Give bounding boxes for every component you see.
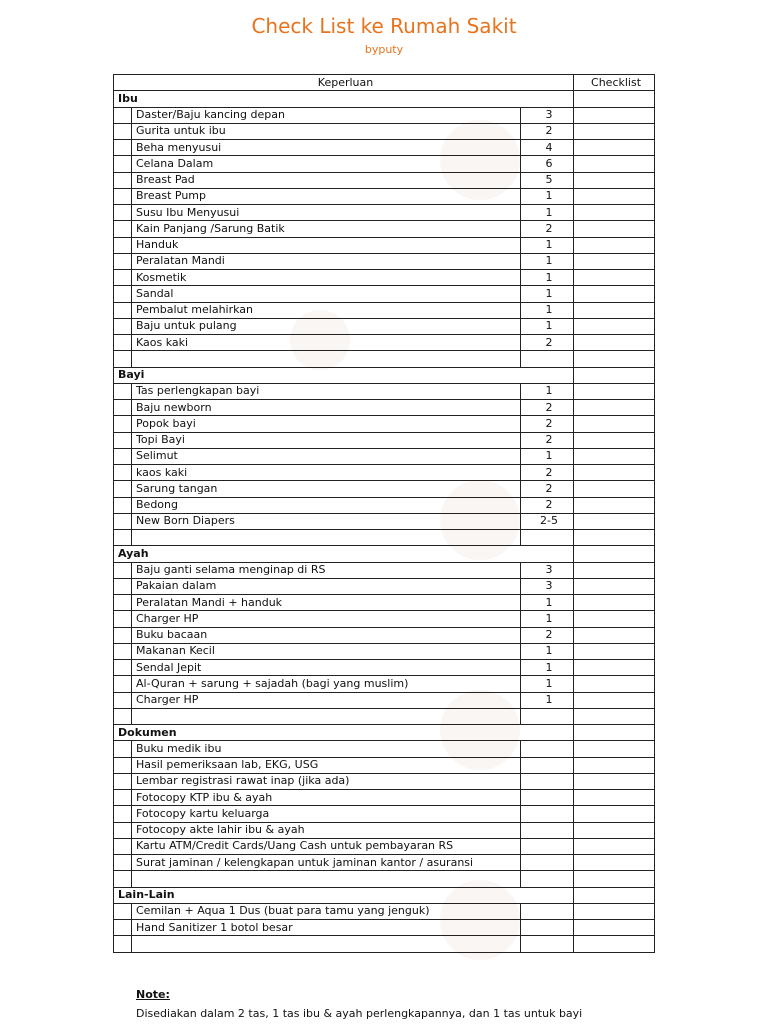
section-row <box>114 91 655 107</box>
item-quantity: 5 <box>521 172 574 188</box>
note <box>136 988 582 1020</box>
table-row <box>114 107 655 123</box>
item-label: Baju ganti selama menginap di RS <box>132 562 521 578</box>
indent-cell <box>114 627 132 643</box>
table-row <box>114 416 655 432</box>
item-quantity <box>521 708 574 724</box>
checklist-cell[interactable] <box>574 595 655 611</box>
item-label: Pembalut melahirkan <box>132 302 521 318</box>
item-quantity: 1 <box>521 448 574 464</box>
checklist-cell[interactable] <box>574 205 655 221</box>
item-label: Fotocopy kartu keluarga <box>132 806 521 822</box>
table-row <box>114 822 655 838</box>
indent-cell <box>114 920 132 936</box>
item-quantity: 1 <box>521 237 574 253</box>
item-quantity: 6 <box>521 156 574 172</box>
item-quantity: 2 <box>521 465 574 481</box>
indent-cell <box>114 270 132 286</box>
indent-cell <box>114 107 132 123</box>
indent-cell <box>114 400 132 416</box>
header-checklist: Checklist <box>574 75 655 91</box>
checklist-cell[interactable] <box>574 513 655 529</box>
checklist-cell[interactable] <box>574 530 655 546</box>
checklist-cell[interactable] <box>574 188 655 204</box>
item-quantity: 2 <box>521 400 574 416</box>
checklist-cell[interactable] <box>574 270 655 286</box>
page-subtitle: byputy <box>364 43 404 56</box>
item-label: Cemilan + Aqua 1 Dus (buat para tamu yang jenguk) <box>132 903 521 919</box>
checklist-cell[interactable] <box>574 172 655 188</box>
indent-cell <box>114 140 132 156</box>
item-label <box>132 530 521 546</box>
indent-cell <box>114 237 132 253</box>
item-quantity <box>521 903 574 919</box>
item-quantity <box>521 936 574 952</box>
indent-cell <box>114 286 132 302</box>
section-row <box>114 546 655 562</box>
indent-cell <box>114 156 132 172</box>
section-title: Ibu <box>114 91 574 107</box>
item-label: Daster/Baju kancing depan <box>132 107 521 123</box>
checklist-cell[interactable] <box>574 156 655 172</box>
checklist-cell[interactable] <box>574 253 655 269</box>
checklist-cell[interactable] <box>574 887 655 903</box>
checklist-cell[interactable] <box>574 465 655 481</box>
item-quantity: 2 <box>521 123 574 139</box>
checklist-cell[interactable] <box>574 432 655 448</box>
section-row <box>114 887 655 903</box>
checklist-cell[interactable] <box>574 416 655 432</box>
header-keperluan: Keperluan <box>114 75 574 91</box>
table-row <box>114 611 655 627</box>
table-row <box>114 318 655 334</box>
item-label: Peralatan Mandi <box>132 253 521 269</box>
item-quantity: 1 <box>521 318 574 334</box>
table-row <box>114 643 655 659</box>
indent-cell <box>114 757 132 773</box>
item-quantity <box>521 530 574 546</box>
table-row <box>114 903 655 919</box>
table-row <box>114 920 655 936</box>
table-row <box>114 383 655 399</box>
table-row <box>114 351 655 367</box>
indent-cell <box>114 530 132 546</box>
indent-cell <box>114 660 132 676</box>
section-title: Bayi <box>114 367 574 383</box>
indent-cell <box>114 578 132 594</box>
item-label: Fotocopy akte lahir ibu & ayah <box>132 822 521 838</box>
section-title: Dokumen <box>114 725 574 741</box>
indent-cell <box>114 481 132 497</box>
table-row <box>114 270 655 286</box>
checklist-cell[interactable] <box>574 123 655 139</box>
item-label: Susu Ibu Menyusui <box>132 205 521 221</box>
indent-cell <box>114 790 132 806</box>
item-label: Baju newborn <box>132 400 521 416</box>
table-row <box>114 806 655 822</box>
item-label: Beha menyusui <box>132 140 521 156</box>
indent-cell <box>114 611 132 627</box>
table-row <box>114 871 655 887</box>
checklist-cell[interactable] <box>574 855 655 871</box>
table-header-row <box>114 75 655 91</box>
item-quantity: 1 <box>521 188 574 204</box>
item-quantity: 2-5 <box>521 513 574 529</box>
item-label: Sarung tangan <box>132 481 521 497</box>
checklist-cell[interactable] <box>574 708 655 724</box>
checklist-cell[interactable] <box>574 578 655 594</box>
checklist-cell[interactable] <box>574 383 655 399</box>
indent-cell <box>114 855 132 871</box>
item-label: Buku bacaan <box>132 627 521 643</box>
indent-cell <box>114 205 132 221</box>
item-label: New Born Diapers <box>132 513 521 529</box>
checklist-cell[interactable] <box>574 302 655 318</box>
checklist-cell[interactable] <box>574 546 655 562</box>
indent-cell <box>114 676 132 692</box>
item-label: Hasil pemeriksaan lab, EKG, USG <box>132 757 521 773</box>
indent-cell <box>114 448 132 464</box>
checklist-cell[interactable] <box>574 237 655 253</box>
indent-cell <box>114 188 132 204</box>
table-row <box>114 855 655 871</box>
checklist-cell[interactable] <box>574 838 655 854</box>
indent-cell <box>114 595 132 611</box>
indent-cell <box>114 432 132 448</box>
section-row <box>114 725 655 741</box>
checklist-cell[interactable] <box>574 611 655 627</box>
indent-cell <box>114 806 132 822</box>
item-quantity <box>521 790 574 806</box>
table-row <box>114 123 655 139</box>
indent-cell <box>114 708 132 724</box>
table-row <box>114 237 655 253</box>
item-label <box>132 936 521 952</box>
item-quantity <box>521 838 574 854</box>
item-label: kaos kaki <box>132 465 521 481</box>
item-quantity: 4 <box>521 140 574 156</box>
indent-cell <box>114 513 132 529</box>
item-quantity: 1 <box>521 660 574 676</box>
indent-cell <box>114 172 132 188</box>
item-quantity: 1 <box>521 302 574 318</box>
indent-cell <box>114 822 132 838</box>
checklist-cell[interactable] <box>574 400 655 416</box>
item-quantity: 2 <box>521 335 574 351</box>
checklist-cell[interactable] <box>574 221 655 237</box>
checklist-cell[interactable] <box>574 140 655 156</box>
section-row <box>114 367 655 383</box>
item-label: Pakaian dalam <box>132 578 521 594</box>
note-title: Note: <box>136 988 170 1001</box>
checklist-cell[interactable] <box>574 562 655 578</box>
checklist-cell[interactable] <box>574 367 655 383</box>
table-row <box>114 562 655 578</box>
indent-cell <box>114 351 132 367</box>
indent-cell <box>114 773 132 789</box>
item-label: Breast Pad <box>132 172 521 188</box>
table-row <box>114 432 655 448</box>
item-label: Surat jaminan / kelengkapan untuk jaminan kantor / asuransi <box>132 855 521 871</box>
table-row <box>114 448 655 464</box>
table-row <box>114 757 655 773</box>
item-label: Sandal <box>132 286 521 302</box>
checklist-cell[interactable] <box>574 692 655 708</box>
table-row <box>114 497 655 513</box>
item-label: Bedong <box>132 497 521 513</box>
checklist-cell[interactable] <box>574 318 655 334</box>
checklist-cell[interactable] <box>574 741 655 757</box>
table-row <box>114 692 655 708</box>
indent-cell <box>114 416 132 432</box>
item-label <box>132 708 521 724</box>
checklist-cell[interactable] <box>574 627 655 643</box>
table-row <box>114 676 655 692</box>
indent-cell <box>114 318 132 334</box>
item-quantity: 2 <box>521 497 574 513</box>
section-title: Lain-Lain <box>114 887 574 903</box>
item-quantity: 1 <box>521 253 574 269</box>
item-quantity <box>521 773 574 789</box>
checklist-cell[interactable] <box>574 335 655 351</box>
page-title: Check List ke Rumah Sakit <box>251 14 517 38</box>
table-row <box>114 188 655 204</box>
section-title: Ayah <box>114 546 574 562</box>
item-label: Celana Dalam <box>132 156 521 172</box>
checklist-cell[interactable] <box>574 725 655 741</box>
table-row <box>114 302 655 318</box>
table-row <box>114 156 655 172</box>
table-row <box>114 790 655 806</box>
indent-cell <box>114 562 132 578</box>
table-row <box>114 465 655 481</box>
note-text: Disediakan dalam 2 tas, 1 tas ibu & ayah perlengkapannya, dan 1 tas untuk bayi <box>136 1007 583 1020</box>
table-row <box>114 660 655 676</box>
item-label <box>132 871 521 887</box>
checklist-cell[interactable] <box>574 107 655 123</box>
table-row <box>114 708 655 724</box>
item-quantity: 2 <box>521 432 574 448</box>
item-label: Peralatan Mandi + handuk <box>132 595 521 611</box>
item-quantity: 1 <box>521 286 574 302</box>
table-row <box>114 595 655 611</box>
item-quantity: 2 <box>521 416 574 432</box>
table-row <box>114 140 655 156</box>
checklist-cell[interactable] <box>574 773 655 789</box>
indent-cell <box>114 871 132 887</box>
table-row <box>114 741 655 757</box>
indent-cell <box>114 497 132 513</box>
item-quantity: 1 <box>521 270 574 286</box>
item-label <box>132 351 521 367</box>
checklist-cell[interactable] <box>574 790 655 806</box>
item-label: Hand Sanitizer 1 botol besar <box>132 920 521 936</box>
item-quantity: 3 <box>521 107 574 123</box>
table-row <box>114 936 655 952</box>
indent-cell <box>114 253 132 269</box>
item-quantity <box>521 871 574 887</box>
table-row <box>114 530 655 546</box>
checklist-cell[interactable] <box>574 660 655 676</box>
item-label: Kosmetik <box>132 270 521 286</box>
item-quantity: 2 <box>521 221 574 237</box>
item-label: Buku medik ibu <box>132 741 521 757</box>
item-label: Baju untuk pulang <box>132 318 521 334</box>
checklist-cell[interactable] <box>574 757 655 773</box>
item-label: Handuk <box>132 237 521 253</box>
table-row <box>114 481 655 497</box>
table-row <box>114 172 655 188</box>
table-row <box>114 335 655 351</box>
indent-cell <box>114 838 132 854</box>
checklist-cell[interactable] <box>574 806 655 822</box>
table-row <box>114 627 655 643</box>
checklist-cell[interactable] <box>574 497 655 513</box>
table-row <box>114 773 655 789</box>
item-label: Sendal Jepit <box>132 660 521 676</box>
item-label: Popok bayi <box>132 416 521 432</box>
table-row <box>114 286 655 302</box>
item-quantity: 3 <box>521 578 574 594</box>
item-label: Al-Quran + sarung + sajadah (bagi yang muslim) <box>132 676 521 692</box>
item-quantity <box>521 351 574 367</box>
item-label: Charger HP <box>132 611 521 627</box>
checklist-cell[interactable] <box>574 903 655 919</box>
table-row <box>114 253 655 269</box>
table-row <box>114 221 655 237</box>
item-quantity: 2 <box>521 627 574 643</box>
item-label: Kartu ATM/Credit Cards/Uang Cash untuk pembayaran RS <box>132 838 521 854</box>
item-quantity: 1 <box>521 676 574 692</box>
indent-cell <box>114 692 132 708</box>
item-label: Selimut <box>132 448 521 464</box>
item-quantity: 3 <box>521 562 574 578</box>
item-quantity <box>521 741 574 757</box>
item-quantity: 1 <box>521 595 574 611</box>
item-label: Kaos kaki <box>132 335 521 351</box>
indent-cell <box>114 936 132 952</box>
item-quantity: 1 <box>521 383 574 399</box>
table-row <box>114 400 655 416</box>
item-label: Topi Bayi <box>132 432 521 448</box>
item-label: Makanan Kecil <box>132 643 521 659</box>
checklist-cell[interactable] <box>574 822 655 838</box>
item-label: Fotocopy KTP ibu & ayah <box>132 790 521 806</box>
item-quantity <box>521 806 574 822</box>
checklist-cell[interactable] <box>574 676 655 692</box>
item-quantity: 1 <box>521 611 574 627</box>
item-quantity: 1 <box>521 643 574 659</box>
indent-cell <box>114 643 132 659</box>
indent-cell <box>114 465 132 481</box>
item-label: Breast Pump <box>132 188 521 204</box>
checklist-cell[interactable] <box>574 286 655 302</box>
checklist-cell[interactable] <box>574 936 655 952</box>
indent-cell <box>114 903 132 919</box>
indent-cell <box>114 383 132 399</box>
checklist-cell[interactable] <box>574 351 655 367</box>
indent-cell <box>114 123 132 139</box>
item-quantity: 1 <box>521 205 574 221</box>
item-label: Tas perlengkapan bayi <box>132 383 521 399</box>
indent-cell <box>114 302 132 318</box>
item-quantity <box>521 757 574 773</box>
checklist-cell[interactable] <box>574 448 655 464</box>
item-quantity: 1 <box>521 692 574 708</box>
item-quantity <box>521 920 574 936</box>
item-label: Charger HP <box>132 692 521 708</box>
item-quantity <box>521 855 574 871</box>
item-label: Lembar registrasi rawat inap (jika ada) <box>132 773 521 789</box>
checklist-table <box>113 74 655 953</box>
indent-cell <box>114 221 132 237</box>
table-row <box>114 205 655 221</box>
item-quantity <box>521 822 574 838</box>
item-quantity: 2 <box>521 481 574 497</box>
indent-cell <box>114 335 132 351</box>
checklist-cell[interactable] <box>574 871 655 887</box>
checklist-cell[interactable] <box>574 91 655 107</box>
checklist-cell[interactable] <box>574 481 655 497</box>
item-label: Kain Panjang /Sarung Batik <box>132 221 521 237</box>
item-label: Gurita untuk ibu <box>132 123 521 139</box>
indent-cell <box>114 741 132 757</box>
table-row <box>114 838 655 854</box>
checklist-cell[interactable] <box>574 643 655 659</box>
checklist-cell[interactable] <box>574 920 655 936</box>
table-row <box>114 578 655 594</box>
table-row <box>114 513 655 529</box>
